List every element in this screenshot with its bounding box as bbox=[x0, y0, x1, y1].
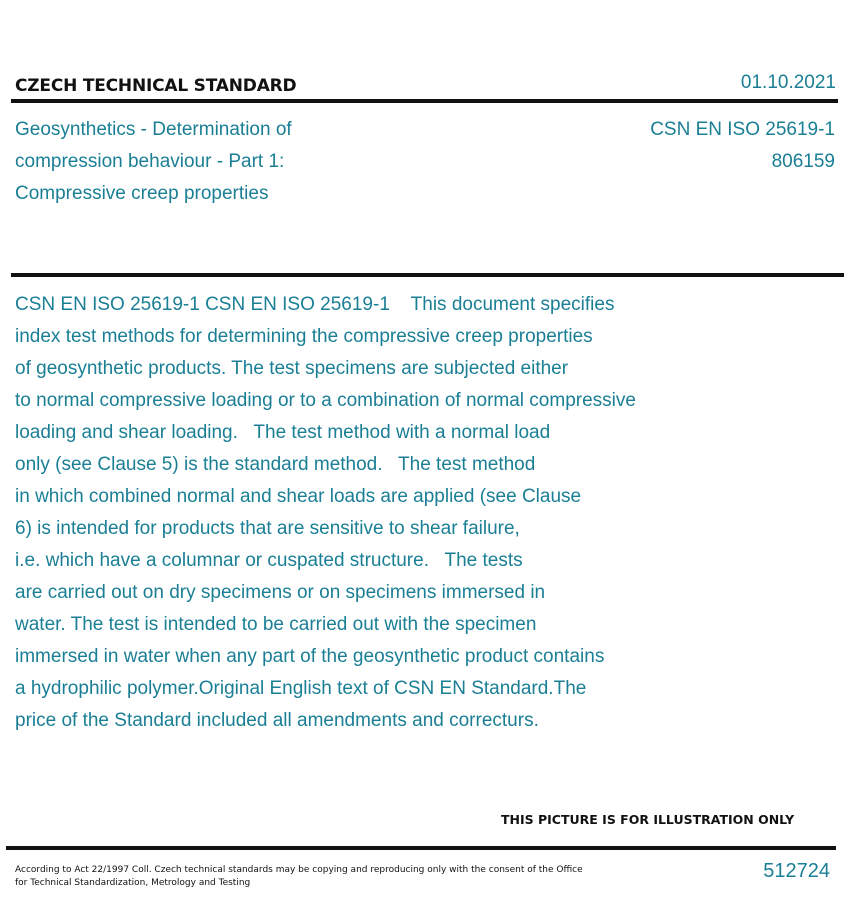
footer-divider bbox=[6, 846, 836, 850]
abstract-line: 6) is intended for products that are sensitive to shear failure, bbox=[15, 518, 520, 539]
abstract-line: a hydrophilic polymer.Original English text of CSN EN Standard.The bbox=[15, 678, 587, 699]
abstract-text bbox=[15, 289, 735, 737]
standard-code: CSN EN ISO 25619-1 bbox=[650, 119, 835, 140]
standard-identifiers bbox=[650, 114, 835, 178]
abstract-line: i.e. which have a columnar or cuspated structure. The tests bbox=[15, 550, 523, 571]
abstract-line: price of the Standard included all amendments and correcturs. bbox=[15, 710, 539, 731]
standard-title bbox=[15, 114, 375, 210]
standard-title-line: Geosynthetics - Determination of bbox=[15, 119, 292, 140]
publication-date: 01.10.2021 bbox=[740, 72, 836, 93]
title-divider bbox=[11, 273, 844, 277]
legal-notice bbox=[15, 864, 585, 890]
abstract-line: of geosynthetic products. The test specimens are subjected either bbox=[15, 358, 569, 379]
legal-notice-line: for Technical Standardization, Metrology and Testing bbox=[15, 878, 251, 888]
abstract-line: immersed in water when any part of the geosynthetic product contains bbox=[15, 646, 605, 667]
standard-type-label: CZECH TECHNICAL STANDARD bbox=[15, 76, 297, 96]
document-id: 512724 bbox=[763, 860, 830, 882]
abstract-line: index test methods for determining the compressive creep properties bbox=[15, 326, 593, 347]
abstract-line: in which combined normal and shear loads are applied (see Clause bbox=[15, 486, 582, 507]
legal-notice-line: According to Act 22/1997 Coll. Czech technical standards may be copying and reproducing only with the consent of the Office bbox=[15, 865, 583, 875]
illustration-disclaimer: THIS PICTURE IS FOR ILLUSTRATION ONLY bbox=[501, 812, 795, 827]
catalog-number: 806159 bbox=[771, 151, 835, 172]
abstract-line: are carried out on dry specimens or on specimens immersed in bbox=[15, 582, 546, 603]
abstract-line: CSN EN ISO 25619-1 CSN EN ISO 25619-1 This document specifies bbox=[15, 294, 615, 315]
abstract-line: only (see Clause 5) is the standard method. The test method bbox=[15, 454, 536, 475]
header-divider bbox=[11, 99, 838, 103]
standard-title-line: compression behaviour - Part 1: bbox=[15, 151, 285, 172]
standard-title-line: Compressive creep properties bbox=[15, 183, 269, 204]
abstract-line: water. The test is intended to be carried out with the specimen bbox=[15, 614, 537, 635]
abstract-line: loading and shear loading. The test method with a normal load bbox=[15, 422, 551, 443]
abstract-line: to normal compressive loading or to a combination of normal compressive bbox=[15, 390, 636, 411]
